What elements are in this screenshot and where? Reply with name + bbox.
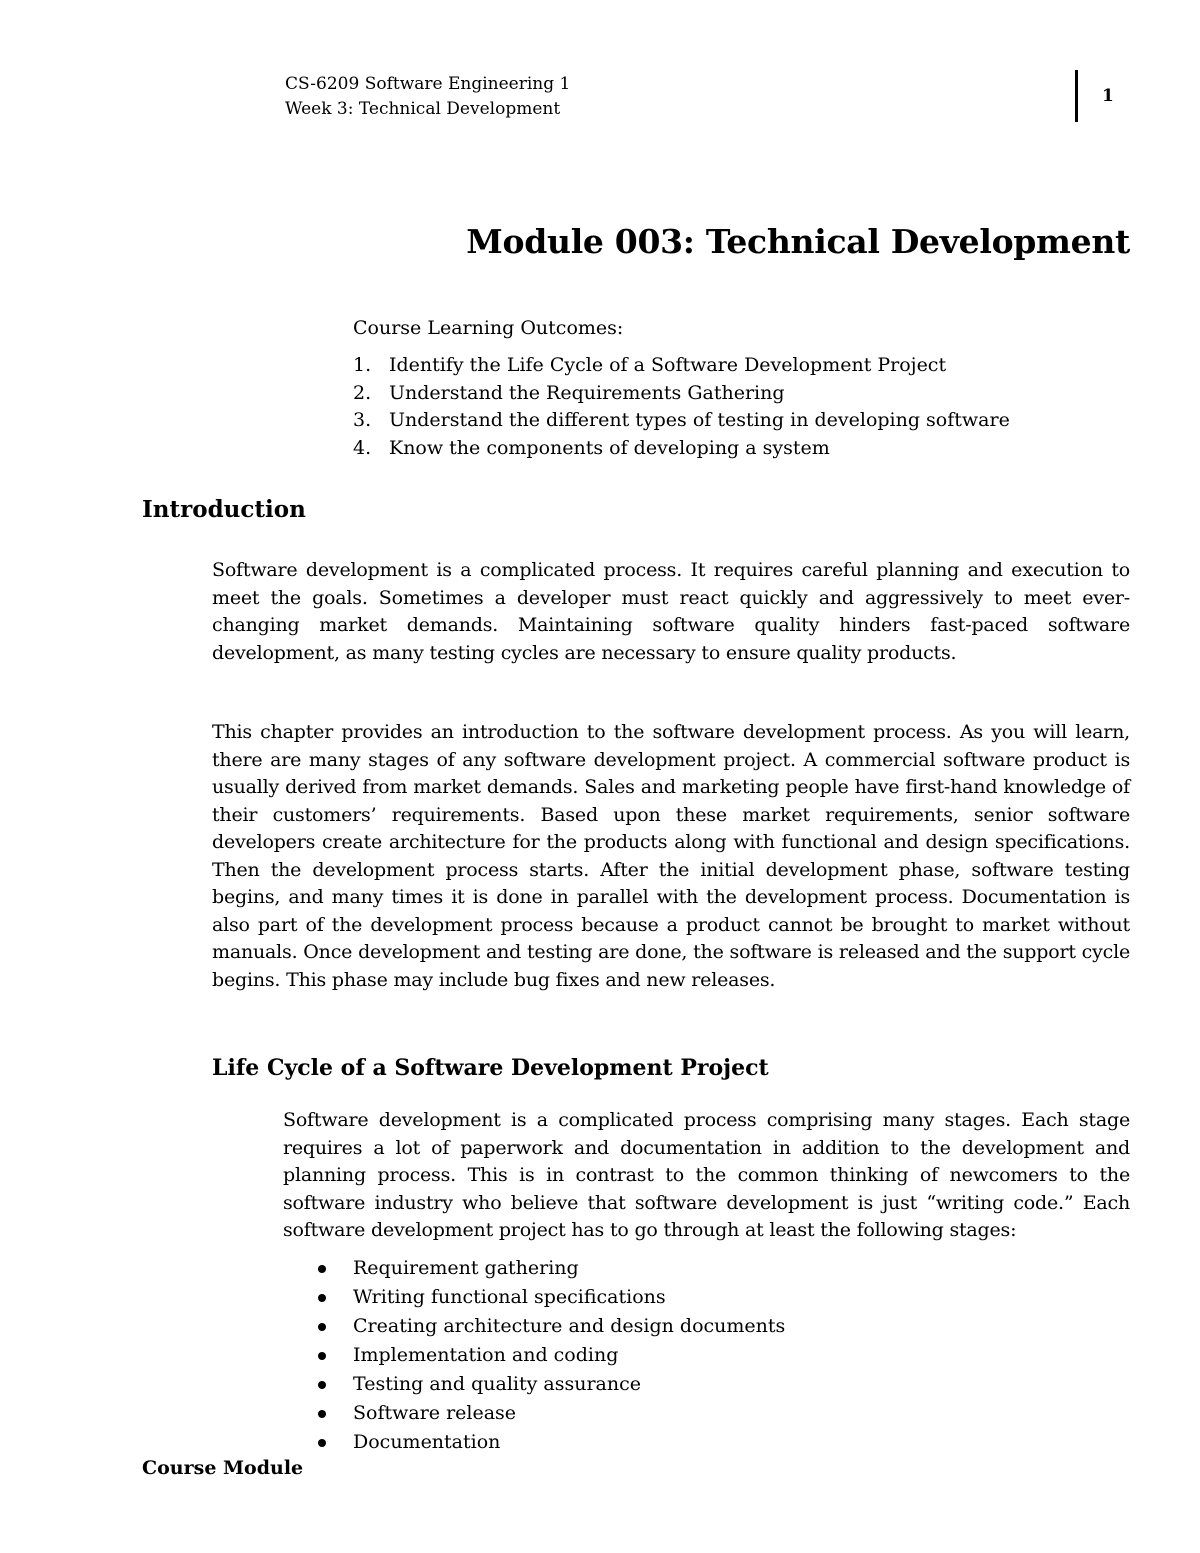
bullet-icon — [318, 1265, 326, 1273]
bullet-icon — [318, 1381, 326, 1389]
outcome-number: 1. — [353, 354, 372, 376]
stage-item — [318, 1370, 785, 1399]
introduction-heading: Introduction — [142, 496, 306, 523]
stage-item — [318, 1283, 785, 1312]
stage-text: Writing functional specifications — [353, 1286, 666, 1308]
course-title: CS-6209 Software Engineering 1 — [285, 74, 571, 94]
outcomes-label: Course Learning Outcomes: — [353, 317, 624, 339]
bullet-icon — [318, 1323, 326, 1331]
outcomes-list — [353, 352, 1010, 462]
footer-label: Course Module — [142, 1457, 304, 1479]
introduction-paragraph-2: This chapter provides an introduction to the software development process. As you will learn, there are many stages of any software development project. A commercial software product is usually derived from market demands. Sales and marketing people have first-hand knowledge of their customers’ requirements. Based upon these market requirements, senior software developers create architecture for the products along with functional and design specifications. Then the development process starts. After the initial development phase, software testing begins, and many times it is done in parallel with the development process. Documentation is also part of the development process because a product cannot be brought to market without manuals. Once development and testing are done, the software is released and the support cycle begins. This phase may include bug fixes and new releases. — [212, 721, 1130, 991]
module-title: Module 003: Technical Development — [466, 222, 1130, 261]
outcome-text: Understand the Requirements Gathering — [389, 381, 785, 404]
outcome-number: 4. — [353, 436, 372, 459]
bullet-icon — [318, 1352, 326, 1360]
bullet-icon — [318, 1439, 326, 1447]
stage-text: Documentation — [353, 1431, 501, 1453]
header-divider — [1075, 70, 1078, 122]
outcome-text: Know the components of developing a system — [389, 436, 830, 459]
outcome-item — [353, 352, 1010, 380]
life-cycle-paragraph: Software development is a complicated process comprising many stages. Each stage requires a lot of paperwork and documentation in addition to the development and planning process. This is in contrast to the common thinking of newcomers to the software industry who believe that software development is just “writing code.” Each software development project has to go through at least the following stages: — [283, 1109, 1130, 1241]
stage-text: Requirement gathering — [353, 1257, 579, 1279]
stage-text: Testing and quality assurance — [353, 1373, 641, 1395]
stage-item — [318, 1341, 785, 1370]
stage-item — [318, 1428, 785, 1457]
stages-list — [318, 1254, 785, 1457]
stage-text: Creating architecture and design documents — [353, 1315, 786, 1337]
outcome-number: 2. — [353, 381, 372, 404]
stage-item — [318, 1254, 785, 1283]
outcome-text: Identify the Life Cycle of a Software Development Project — [389, 354, 947, 376]
bullet-icon — [318, 1410, 326, 1418]
page-number: 1 — [1102, 86, 1114, 106]
week-title: Week 3: Technical Development — [285, 99, 561, 119]
bullet-icon — [318, 1294, 326, 1302]
outcome-item — [353, 435, 1010, 463]
life-cycle-heading: Life Cycle of a Software Development Project — [212, 1055, 769, 1081]
page-header — [285, 72, 570, 122]
introduction-paragraph-1: Software development is a complicated process. It requires careful planning and execution to meet the goals. Sometimes a developer must react quickly and aggressively to meet ever-changing market demands. Maintaining software quality hinders fast-paced software development, as many testing cycles are necessary to ensure quality products. — [212, 559, 1130, 664]
stage-text: Software release — [353, 1402, 517, 1424]
stage-text: Implementation and coding — [353, 1344, 619, 1366]
learning-outcomes — [353, 314, 1010, 462]
outcome-text: Understand the different types of testing in developing software — [389, 409, 1010, 431]
stage-item — [318, 1399, 785, 1428]
outcome-item — [353, 380, 1010, 408]
outcome-item — [353, 407, 1010, 435]
stage-item — [318, 1312, 785, 1341]
outcome-number: 3. — [353, 409, 372, 431]
